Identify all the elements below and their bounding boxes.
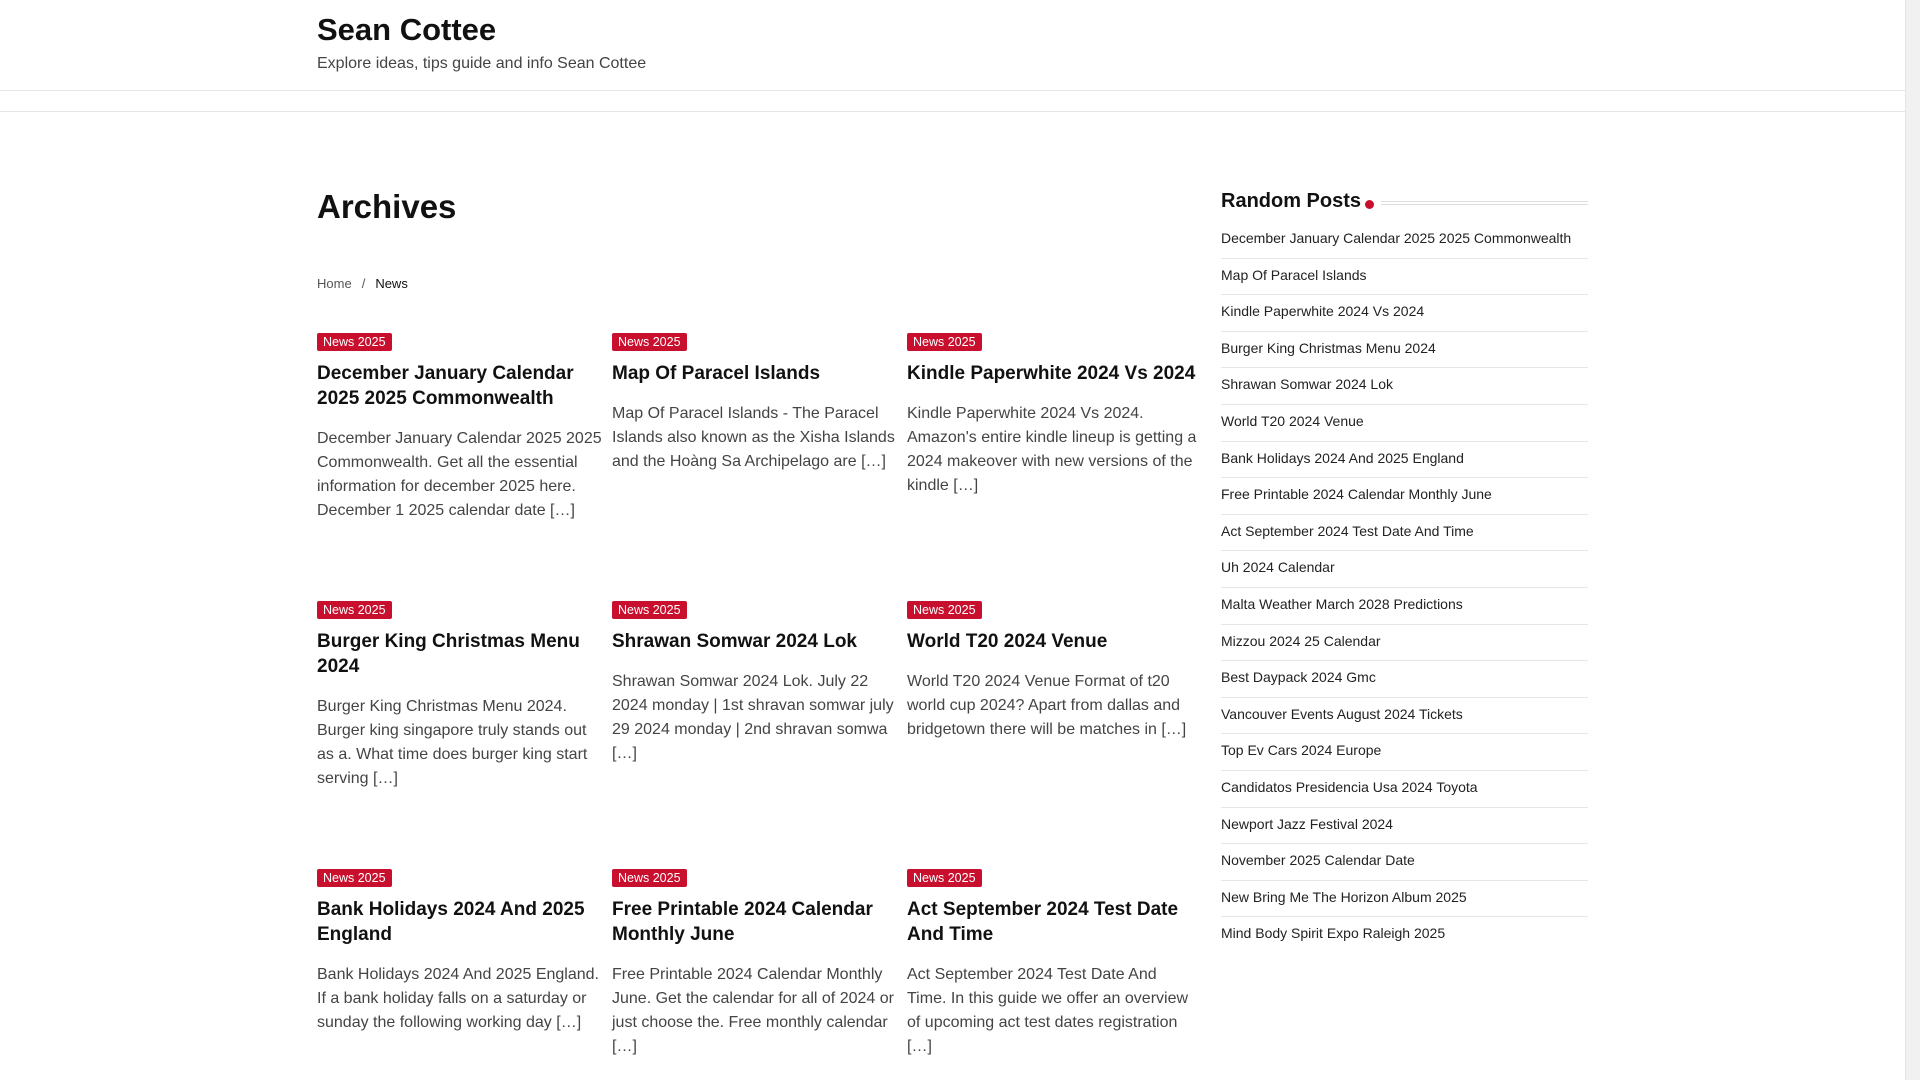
post-title[interactable]: Free Printable 2024 Calendar Monthly June xyxy=(612,899,873,945)
category-badge[interactable]: News 2025 xyxy=(317,869,392,887)
post-excerpt: World T20 2024 Venue Format of t20 world cup 2024? Apart from dallas and bridgetown there will be matches in […] xyxy=(907,673,1187,738)
random-post-link[interactable]: Act September 2024 Test Date And Time xyxy=(1221,515,1588,552)
category-badge[interactable]: News 2025 xyxy=(907,601,982,619)
nav-bar xyxy=(0,91,1905,112)
post-title[interactable]: December January Calendar 2025 2025 Commonwealth xyxy=(317,363,574,409)
post-excerpt: Act September 2024 Test Date And Time. In this guide we offer an overview of upcoming act test dates registration […] xyxy=(907,966,1189,1055)
post-excerpt: Map Of Paracel Islands - The Paracel Islands also known as the Xisha Islands and the Hoàng Sa Archipelago are […] xyxy=(612,405,895,470)
post-title[interactable]: Map Of Paracel Islands xyxy=(612,363,821,384)
breadcrumb-home-link[interactable]: Home xyxy=(317,276,352,291)
site-title[interactable]: Sean Cottee xyxy=(317,12,497,47)
random-post-link[interactable]: Kindle Paperwhite 2024 Vs 2024 xyxy=(1221,295,1588,332)
category-badge[interactable]: News 2025 xyxy=(612,601,687,619)
random-post-link[interactable]: Burger King Christmas Menu 2024 xyxy=(1221,332,1588,369)
category-badge[interactable]: News 2025 xyxy=(612,869,687,887)
random-post-link[interactable]: Mind Body Spirit Expo Raleigh 2025 xyxy=(1221,925,1446,942)
random-post-link[interactable]: Candidatos Presidencia Usa 2024 Toyota xyxy=(1221,771,1588,808)
post-card xyxy=(612,869,902,1059)
random-post-link[interactable]: Malta Weather March 2028 Predictions xyxy=(1221,588,1588,625)
post-card xyxy=(907,601,1197,742)
post-excerpt: Free Printable 2024 Calendar Monthly June. Get the calendar for all of 2024 or just choose the. Free monthly calendar […] xyxy=(612,966,894,1055)
random-post-link[interactable]: Shrawan Somwar 2024 Lok xyxy=(1221,368,1588,405)
random-post-link[interactable]: November 2025 Calendar Date xyxy=(1221,844,1588,881)
post-card xyxy=(907,333,1197,498)
post-excerpt: Bank Holidays 2024 And 2025 England. If a bank holiday falls on a saturday or sunday the following working day […] xyxy=(317,966,599,1031)
random-post-link[interactable]: Uh 2024 Calendar xyxy=(1221,551,1588,588)
post-excerpt: December January Calendar 2025 2025 Commonwealth. Get all the essential information for december 2025 here. December 1 2025 calendar date […] xyxy=(317,430,602,519)
random-post-link[interactable]: New Bring Me The Horizon Album 2025 xyxy=(1221,881,1588,918)
post-title[interactable]: Act September 2024 Test Date And Time xyxy=(907,899,1179,945)
post-card xyxy=(907,869,1197,1059)
post-title[interactable]: Bank Holidays 2024 And 2025 England xyxy=(317,899,585,945)
category-badge[interactable]: News 2025 xyxy=(907,333,982,351)
post-title[interactable]: World T20 2024 Venue xyxy=(907,631,1108,652)
post-card xyxy=(612,601,902,766)
random-post-link[interactable]: Map Of Paracel Islands xyxy=(1221,259,1588,296)
page-scrollbar[interactable] xyxy=(1905,0,1920,1080)
category-badge[interactable]: News 2025 xyxy=(907,869,982,887)
post-card xyxy=(317,601,607,791)
page-title: Archives xyxy=(317,188,457,225)
widget-divider xyxy=(1381,201,1588,205)
site-header xyxy=(0,0,1905,91)
post-title[interactable]: Burger King Christmas Menu 2024 xyxy=(317,631,580,677)
random-post-link[interactable]: December January Calendar 2025 2025 Commonwealth xyxy=(1221,222,1588,259)
widget-title: Random Posts xyxy=(1221,190,1373,213)
breadcrumb-separator: / xyxy=(361,276,366,291)
breadcrumb-current: News xyxy=(375,276,408,291)
post-excerpt: Shrawan Somwar 2024 Lok. July 22 2024 monday | 1st shravan somwar july 29 2024 monday | 2nd shravan somwa […] xyxy=(612,673,894,762)
random-post-link[interactable]: World T20 2024 Venue xyxy=(1221,405,1588,442)
random-post-link[interactable]: Bank Holidays 2024 And 2025 England xyxy=(1221,442,1588,479)
random-post-link[interactable]: Mizzou 2024 25 Calendar xyxy=(1221,625,1588,662)
post-title[interactable]: Kindle Paperwhite 2024 Vs 2024 xyxy=(907,363,1196,384)
random-post-link[interactable]: Free Printable 2024 Calendar Monthly June xyxy=(1221,478,1588,515)
site-tagline: Explore ideas, tips guide and info Sean Cottee xyxy=(317,55,647,72)
post-card xyxy=(612,333,902,474)
widget-dot-icon xyxy=(1365,200,1374,209)
breadcrumb xyxy=(317,276,408,291)
post-title[interactable]: Shrawan Somwar 2024 Lok xyxy=(612,631,857,652)
random-posts-list xyxy=(1221,222,1588,954)
category-badge[interactable]: News 2025 xyxy=(317,333,392,351)
random-post-link[interactable]: Vancouver Events August 2024 Tickets xyxy=(1221,698,1588,735)
post-excerpt: Kindle Paperwhite 2024 Vs 2024. Amazon's entire kindle lineup is getting a 2024 makeover with new versions of the kindle […] xyxy=(907,405,1197,494)
post-excerpt: Burger King Christmas Menu 2024. Burger king singapore truly stands out as a. What time does burger king start serving […] xyxy=(317,698,588,787)
post-card xyxy=(317,333,607,523)
post-card xyxy=(317,869,607,1035)
random-post-link[interactable]: Newport Jazz Festival 2024 xyxy=(1221,808,1588,845)
random-post-link[interactable]: Top Ev Cars 2024 Europe xyxy=(1221,734,1588,771)
category-badge[interactable]: News 2025 xyxy=(612,333,687,351)
random-post-link[interactable]: Best Daypack 2024 Gmc xyxy=(1221,661,1588,698)
sidebar xyxy=(1221,190,1588,954)
category-badge[interactable]: News 2025 xyxy=(317,601,392,619)
widget-header xyxy=(1221,190,1588,220)
